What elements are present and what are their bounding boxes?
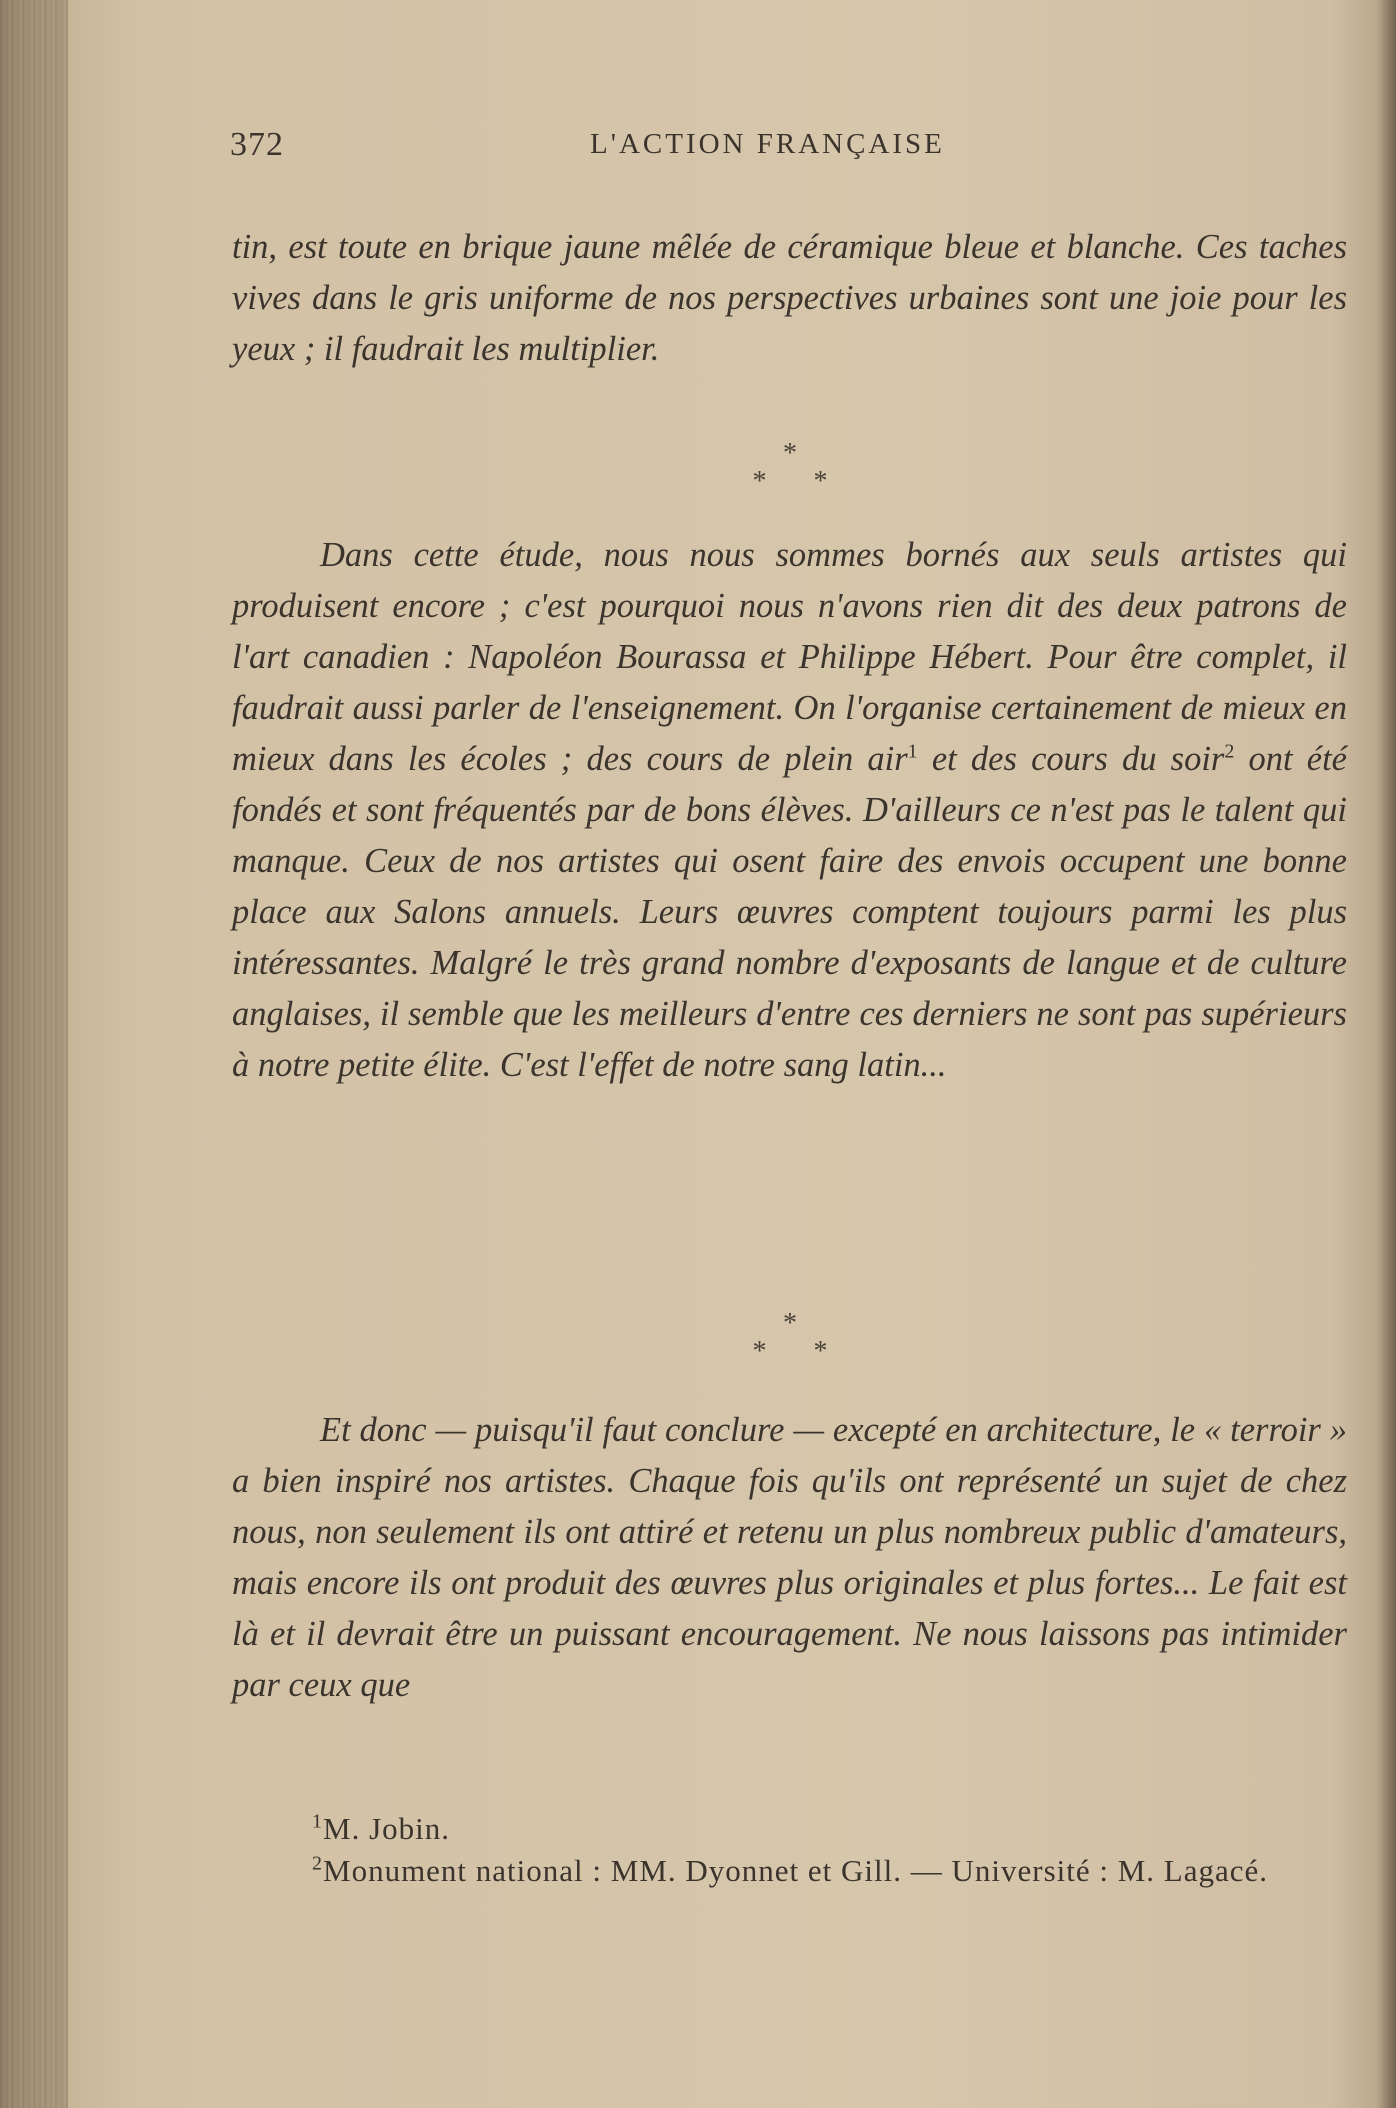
paragraph-continuation: tin, est toute en brique jaune mêlée de céramique bleue et blanche. Ces taches vives dans le gris uniforme de nos perspectives urbaines sont une joie pour les yeux ; il faudrait les multiplier. (232, 228, 1347, 368)
footnote-2 (232, 1850, 1347, 1892)
paragraph-artists-text-3: ont été fondés et sont fréquentés par de bons élèves. D'ailleurs ce n'est pas le talent qui manque. Ceux de nos artistes qui osent faire des envois occupent une bonne place aux Salons annuels. Leurs œuvres comptent toujours parmi les plus intéressantes. Malgré le très grand nombre d'exposants de langue et de culture anglaises, il semble que les meilleurs d'entre ces derniers ne sont pas supérieurs à notre petite élite. C'est l'effet de notre sang latin... (232, 740, 1347, 1084)
separator-star-top: * (783, 438, 797, 469)
paragraph-artists-text-2: et des cours du soir (917, 740, 1225, 778)
section-separator-asterism (700, 440, 880, 496)
paragraph-conclusion: Et donc — puisqu'il faut conclure — excepté en architecture, le « terroir » a bien inspiré nos artistes. Chaque fois qu'ils ont représenté un sujet de chez nous, non seulement ils ont attiré et retenu un plus nombreux public d'amateurs, mais encore ils ont produit des œuvres plus originales et plus fortes... Le fait est là et il devrait être un puissant encouragement. Ne nous laissons pas intimider par ceux que (232, 1411, 1347, 1704)
footnote-ref-1: 1 (907, 740, 918, 763)
footnote-1 (232, 1808, 1347, 1850)
footnote-ref-2: 2 (1224, 740, 1235, 763)
footnotes (232, 1808, 1347, 1892)
book-spine-gutter (0, 0, 68, 2108)
separator-stars-bottom: * * (752, 466, 828, 497)
footnote-marker-2: 2 (312, 1852, 323, 1875)
separator-stars-bottom: * * (752, 1336, 828, 1367)
paragraph-artists-text-1: Dans cette étude, nous nous sommes bornés aux seuls artistes qui produisent encore ; c'est pourquoi nous n'avons rien dit des deux patrons de l'art canadien : Napoléon Bourassa et Philippe Hébert. Pour être complet, il faudrait aussi parler de l'enseignement. On l'organise certainement de mieux en mieux dans les écoles ; des cours de plein air (232, 536, 1347, 778)
separator-star-top: * (783, 1308, 797, 1339)
footnote-marker-1: 1 (312, 1810, 323, 1833)
page-number: 372 (230, 126, 284, 163)
section-separator-asterism (700, 1310, 880, 1366)
paragraph-artists (232, 530, 1347, 1091)
page-edge-shadow (1376, 0, 1396, 2108)
running-title: L'ACTION FRANÇAISE (590, 128, 945, 160)
footnote-2-text: Monument national : MM. Dyonnet et Gill. — Université : M. Lagacé. (323, 1853, 1269, 1888)
footnote-1-text: M. Jobin. (323, 1811, 450, 1846)
page-header (230, 126, 1340, 166)
